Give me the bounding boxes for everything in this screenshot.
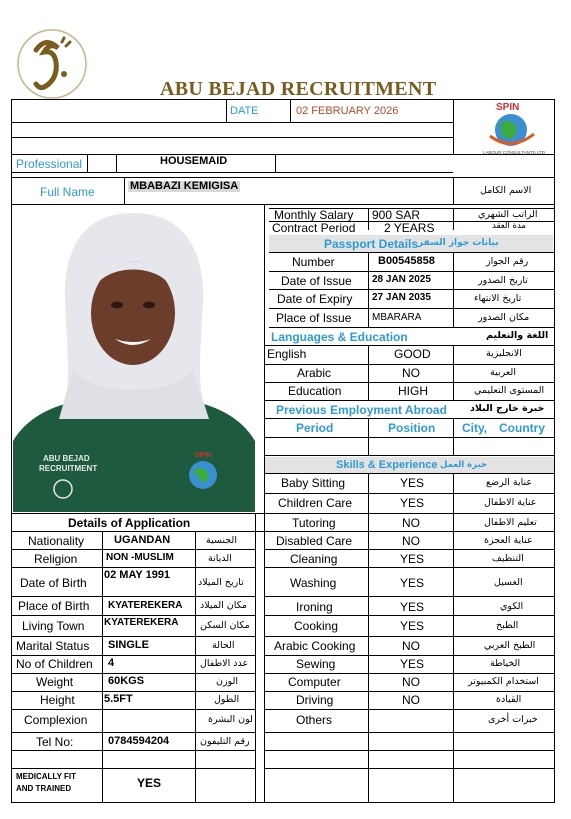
skill-value: NO: [402, 675, 420, 689]
passport-title: Passport Details: [324, 237, 419, 251]
employment-col-period: Period: [296, 421, 334, 435]
app-label: Marital Status: [16, 639, 90, 653]
skill-ar: عناية الرضع: [486, 477, 533, 488]
contract-value: 2 YEARS: [384, 221, 435, 235]
fullname-value: MBABAZI KEMIGISA: [130, 180, 239, 192]
employment-col-country: Country: [499, 421, 545, 435]
app-label: Height: [40, 693, 75, 707]
skill-label: Cleaning: [290, 552, 338, 566]
app-ar: تاريخ الميلاد: [198, 577, 244, 588]
passport-issue-label: Date of Issue: [281, 274, 352, 288]
salary-label: Monthly Salary: [274, 208, 354, 222]
skill-ar: الطبخ: [496, 620, 519, 631]
skill-label: Tutoring: [292, 516, 336, 530]
app-value: KYATEREKERA: [104, 617, 179, 628]
app-ar: مكان الميلاد: [200, 600, 248, 611]
application-title: Details of Application: [68, 516, 191, 530]
passport-issue-value: 28 JAN 2025: [372, 274, 431, 285]
app-ar: مكان السكن: [200, 620, 250, 631]
svg-text:LABOUR CONSULTANTS LTD: LABOUR CONSULTANTS LTD: [483, 150, 546, 155]
app-ar: الطول: [214, 694, 240, 705]
app-value: UGANDAN: [114, 534, 171, 546]
app-label: Nationality: [28, 534, 85, 548]
skill-label: Sewing: [296, 657, 336, 671]
app-label: Weight: [36, 675, 74, 689]
skill-value: NO: [402, 516, 420, 530]
app-value: SINGLE: [108, 639, 149, 651]
skill-value: YES: [400, 576, 425, 590]
passport-number-value: B00545858: [378, 255, 435, 267]
skills-title-ar: خبرة العمل: [440, 460, 488, 470]
app-value: 60KGS: [108, 675, 145, 687]
medical-label-2: AND TRAINED: [16, 784, 72, 793]
skill-ar: الغسيل: [494, 577, 523, 588]
skill-value: NO: [402, 639, 420, 653]
skill-ar: استخدام الكمبيوتر: [468, 676, 539, 687]
app-ar: الديانة: [208, 553, 232, 564]
skill-value: YES: [400, 476, 425, 490]
salary-value: 900 SAR: [372, 208, 421, 222]
skill-label: Baby Sitting: [281, 476, 346, 490]
medical-label: MEDICALLY FIT: [16, 772, 77, 781]
skill-label: Arabic Cooking: [274, 639, 356, 653]
company-logo-emblem: [6, 28, 98, 100]
skill-label: Ironing: [296, 600, 333, 614]
app-label: Date of Birth: [20, 576, 87, 590]
employment-col-position: Position: [388, 421, 436, 435]
medical-value: YES: [137, 776, 162, 790]
skill-ar: الكوي: [500, 601, 524, 612]
svg-text:SPIN: SPIN: [195, 452, 212, 459]
professional-label: Professional: [16, 157, 83, 171]
svg-text:RECRUITMENT: RECRUITMENT: [39, 464, 98, 473]
skill-value: YES: [400, 600, 425, 614]
lang-english-label: English: [267, 347, 307, 361]
employment-title: Previous Employment Abroad: [276, 403, 447, 417]
app-ar: الجنسية: [206, 535, 237, 546]
skills-title: Skills & Experience: [336, 459, 438, 471]
app-value: 5.5FT: [104, 693, 133, 705]
app-ar: لون البشرة: [208, 714, 253, 725]
app-label: Living Town: [22, 619, 85, 633]
skill-label: Driving: [296, 693, 334, 707]
education-label: Education: [288, 384, 342, 398]
skill-value: YES: [400, 552, 425, 566]
passport-title-ar: بيانات جواز السفر: [418, 238, 499, 248]
languages-title: Languages & Education: [271, 330, 408, 344]
employment-title-ar: خبرة خارج البلاد: [470, 403, 545, 414]
skill-ar: عناية الاطفال: [484, 497, 537, 508]
app-value: 4: [108, 657, 115, 669]
passport-number-label: Number: [292, 255, 335, 269]
app-ar: عدد الاطفال: [200, 658, 249, 669]
passport-place-label: Place of Issue: [276, 311, 352, 325]
passport-expiry-label: Date of Expiry: [277, 292, 353, 306]
company-title: ABU BEJAD RECRUITMENT: [160, 78, 437, 100]
passport-issue-ar: تاريخ الصدور: [478, 275, 528, 286]
svg-text:ABU BEJAD: ABU BEJAD: [43, 454, 90, 463]
skill-label: Cooking: [294, 619, 339, 633]
skill-ar: الخياطة: [490, 658, 521, 669]
passport-place-value: MBARARA: [372, 312, 422, 323]
skill-label: Others: [296, 713, 333, 727]
lang-arabic-value: NO: [402, 366, 420, 380]
app-label: Place of Birth: [18, 599, 90, 613]
app-label: Complexion: [24, 713, 88, 727]
spin-logo: [478, 98, 554, 156]
languages-title-ar: اللغة والتعليم: [486, 330, 549, 341]
employment-col-city: City,: [462, 421, 488, 435]
passport-number-ar: رقم الجواز: [486, 256, 529, 267]
app-ar: الحالة: [212, 640, 235, 651]
lang-english-value: GOOD: [394, 347, 431, 361]
app-value: NON -MUSLIM: [106, 552, 174, 563]
skill-value: YES: [400, 496, 425, 510]
lang-arabic-ar: العربية: [490, 367, 516, 378]
date-label: DATE: [230, 105, 259, 117]
contract-ar: مدة العقد: [492, 221, 526, 231]
skill-label: Computer: [288, 675, 341, 689]
svg-text:SPIN: SPIN: [496, 102, 520, 113]
app-label: No of Children: [16, 657, 93, 671]
skill-ar: التنظيف: [492, 553, 524, 564]
app-label: Religion: [34, 552, 78, 566]
skill-ar: تعليم الاطفال: [484, 517, 537, 528]
skill-value: NO: [402, 534, 420, 548]
skill-ar: عناية العجزة: [484, 535, 533, 546]
fullname-ar: الاسم الكامل: [480, 185, 532, 196]
skill-value: YES: [400, 657, 425, 671]
passport-expiry-ar: تاريخ الانتهاء: [474, 293, 522, 304]
skill-ar: خبرات أخرى: [488, 714, 538, 725]
date-value: 02 FEBRUARY 2026: [296, 105, 399, 117]
contract-label: Contract Period: [272, 221, 356, 235]
app-ar: رقم التليفون: [200, 736, 250, 747]
skill-ar: القيادة: [496, 694, 522, 705]
professional-value: HOUSEMAID: [160, 155, 228, 167]
fullname-label: Full Name: [40, 185, 95, 199]
skill-label: Children Care: [278, 496, 353, 510]
passport-expiry-value: 27 JAN 2035: [372, 292, 431, 303]
lang-english-ar: الانجليزية: [486, 348, 522, 359]
app-value: KYATEREKERA: [108, 600, 183, 611]
skill-ar: الطبخ العربي: [484, 640, 536, 651]
skill-label: Washing: [290, 576, 337, 590]
skill-value: YES: [400, 619, 425, 633]
passport-place-ar: مكان الصدور: [478, 312, 530, 323]
app-label: Tel No:: [36, 735, 74, 749]
app-value: 02 MAY 1991: [104, 569, 171, 581]
education-ar: المستوى التعليمي: [474, 385, 545, 396]
salary-ar: الراتب الشهري: [478, 209, 538, 220]
app-ar: الوزن: [216, 676, 239, 687]
skill-value: NO: [402, 693, 420, 707]
applicant-photo: [13, 209, 255, 512]
app-value: 0784594204: [108, 735, 170, 747]
lang-arabic-label: Arabic: [297, 366, 332, 380]
skill-label: Disabled Care: [276, 534, 353, 548]
education-value: HIGH: [398, 384, 428, 398]
